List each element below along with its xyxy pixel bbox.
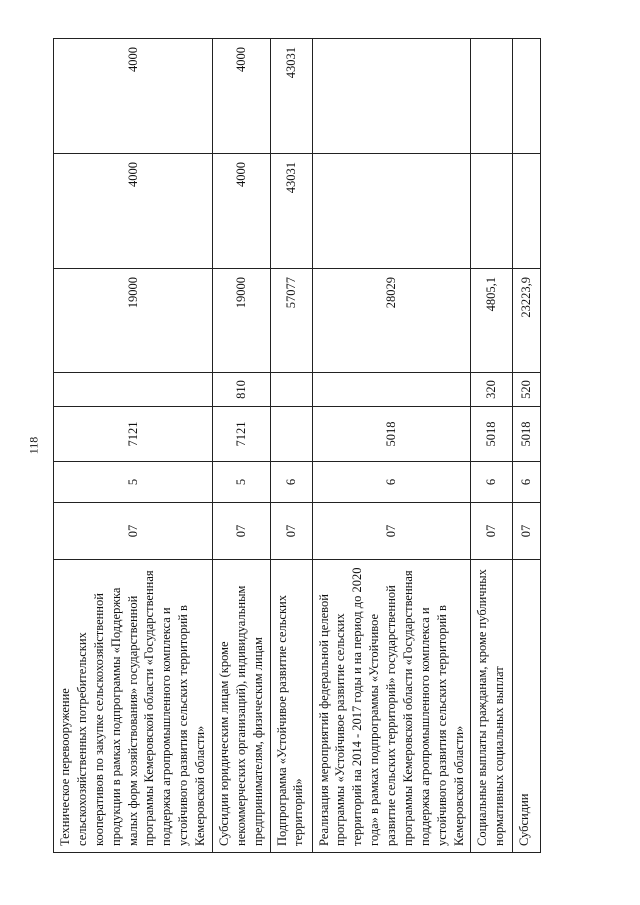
- amount-year-1: 28029: [312, 269, 471, 373]
- table-row: [54, 39, 213, 853]
- section-code: 07: [212, 503, 270, 560]
- article-code: 7121: [54, 407, 213, 462]
- subprogram-code: 5: [54, 462, 213, 503]
- amount-year-2: [513, 154, 541, 269]
- amount-year-3: 4000: [212, 39, 270, 154]
- row-name: Субсидии: [513, 560, 541, 853]
- row-name: Подпрограмма «Устойчивое развитие сельских территорий»: [270, 560, 312, 853]
- subprogram-code: 5: [212, 462, 270, 503]
- budget-table-container: [53, 39, 534, 853]
- table-row: [270, 39, 312, 853]
- section-code: 07: [312, 503, 471, 560]
- article-code: 5018: [312, 407, 471, 462]
- amount-year-1: 19000: [212, 269, 270, 373]
- amount-year-1: 57077: [270, 269, 312, 373]
- table-row: [513, 39, 541, 853]
- amount-year-1: 19000: [54, 269, 213, 373]
- article-code: 7121: [212, 407, 270, 462]
- amount-year-1: 4805,1: [471, 269, 513, 373]
- amount-year-2: 4000: [54, 154, 213, 269]
- amount-year-3: [312, 39, 471, 154]
- amount-year-3: 4000: [54, 39, 213, 154]
- article-code: 5018: [513, 407, 541, 462]
- budget-table: [53, 38, 541, 853]
- page-number: 118: [26, 436, 41, 454]
- subprogram-code: 6: [312, 462, 471, 503]
- expense-type-code: 810: [212, 373, 270, 407]
- section-code: 07: [54, 503, 213, 560]
- expense-type-code: 520: [513, 373, 541, 407]
- subprogram-code: 6: [513, 462, 541, 503]
- article-code: [270, 407, 312, 462]
- amount-year-1: 23223,9: [513, 269, 541, 373]
- article-code: 5018: [471, 407, 513, 462]
- row-name: Субсидии юридическим лицам (кроме некоммерческих организаций), индивидуальным предпринимателям, физическим лицам: [212, 560, 270, 853]
- amount-year-2: [471, 154, 513, 269]
- table-row: [312, 39, 471, 853]
- amount-year-2: 43031: [270, 154, 312, 269]
- expense-type-code: [54, 373, 213, 407]
- row-name: Реализация мероприятий федеральной целевой программы «Устойчивое развитие сельских территорий на 2014 - 2017 годы и на период до 2020 года» в рамках подпрограммы «Устойчивое развитие сельских территорий» государственной программы Кемеровской области «Государственная поддержка агропромышленного комплекса и устойчивого развития сельских территорий в Кемеровской области»: [312, 560, 471, 853]
- expense-type-code: [270, 373, 312, 407]
- expense-type-code: [312, 373, 471, 407]
- section-code: 07: [471, 503, 513, 560]
- expense-type-code: 320: [471, 373, 513, 407]
- section-code: 07: [513, 503, 541, 560]
- amount-year-2: 4000: [212, 154, 270, 269]
- amount-year-3: [471, 39, 513, 154]
- table-row: [212, 39, 270, 853]
- subprogram-code: 6: [270, 462, 312, 503]
- section-code: 07: [270, 503, 312, 560]
- row-name: Социальные выплаты гражданам, кроме публичных нормативных социальных выплат: [471, 560, 513, 853]
- amount-year-3: 43031: [270, 39, 312, 154]
- amount-year-3: [513, 39, 541, 154]
- subprogram-code: 6: [471, 462, 513, 503]
- table-row: [471, 39, 513, 853]
- row-name: Техническое перевооружение сельскохозяйственных потребительских кооперативов по закупке сельскохозяйственной продукции в рамках подпрограммы «Поддержка малых форм хозяйствования» государственной программы Кемеровской области «Государственная поддержка агропромышленного комплекса и устойчивого развития сельских территорий в Кемеровской области»: [54, 560, 213, 853]
- amount-year-2: [312, 154, 471, 269]
